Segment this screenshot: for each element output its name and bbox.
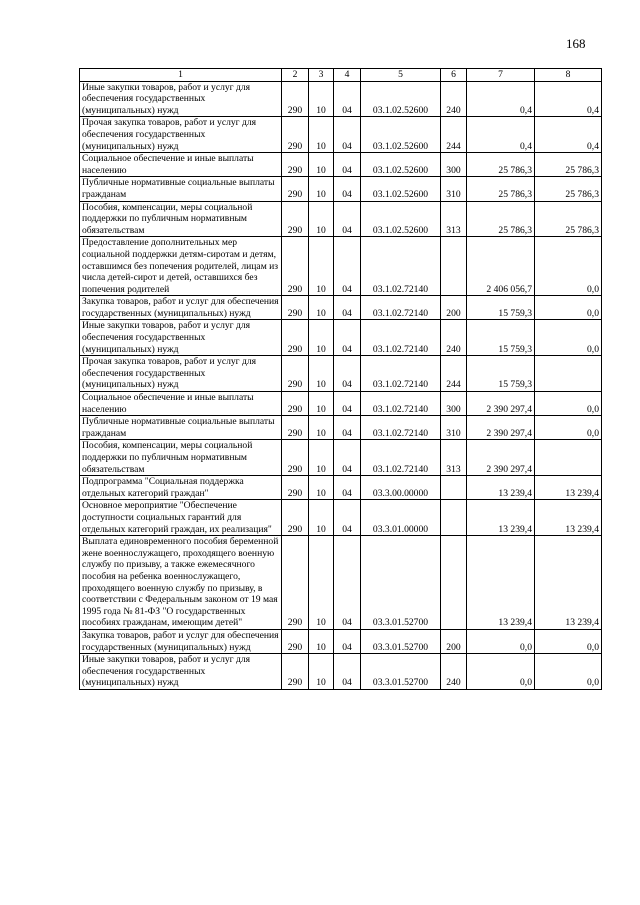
table-row <box>80 177 602 201</box>
section-code-cell: 10 <box>309 440 334 476</box>
section-code-cell: 10 <box>309 296 334 320</box>
target-article-cell: 03.1.02.72140 <box>361 296 441 320</box>
column-number: 1 <box>80 69 282 82</box>
row-name-cell: Прочая закупка товаров, работ и услуг для обеспечения государственных (муниципальных) нужд <box>80 356 282 392</box>
table-row <box>80 500 602 536</box>
table-row <box>80 296 602 320</box>
row-name-cell: Иные закупки товаров, работ и услуг для обеспечения государственных (муниципальных) нужд <box>80 654 282 690</box>
subsection-code-cell: 04 <box>334 629 361 653</box>
subsection-code-cell: 04 <box>334 440 361 476</box>
amount-2-cell: 0,0 <box>535 654 602 690</box>
expense-type-cell: 240 <box>441 320 467 356</box>
row-name-cell: Пособия, компенсации, меры социальной поддержки по публичным нормативным обязательствам <box>80 440 282 476</box>
target-article-cell: 03.3.01.52700 <box>361 536 441 630</box>
ved-code-cell: 290 <box>282 81 309 117</box>
section-code-cell: 10 <box>309 201 334 237</box>
subsection-code-cell: 04 <box>334 320 361 356</box>
target-article-cell: 03.1.02.52600 <box>361 153 441 177</box>
amount-2-cell: 25 786,3 <box>535 153 602 177</box>
amount-1-cell: 0,0 <box>467 629 535 653</box>
section-code-cell: 10 <box>309 177 334 201</box>
expense-type-cell: 244 <box>441 356 467 392</box>
expense-type-cell: 313 <box>441 440 467 476</box>
ved-code-cell: 290 <box>282 296 309 320</box>
amount-2-cell: 0,0 <box>535 237 602 296</box>
target-article-cell: 03.1.02.72140 <box>361 416 441 440</box>
ved-code-cell: 290 <box>282 654 309 690</box>
subsection-code-cell: 04 <box>334 153 361 177</box>
ved-code-cell: 290 <box>282 440 309 476</box>
column-number: 5 <box>361 69 441 82</box>
amount-1-cell: 13 239,4 <box>467 536 535 630</box>
section-code-cell: 10 <box>309 117 334 153</box>
column-number: 7 <box>467 69 535 82</box>
expense-type-cell <box>441 476 467 500</box>
section-code-cell: 10 <box>309 416 334 440</box>
column-number-row <box>80 69 602 82</box>
row-name-cell: Подпрограмма "Социальная поддержка отдельных категорий граждан" <box>80 476 282 500</box>
section-code-cell: 10 <box>309 500 334 536</box>
subsection-code-cell: 04 <box>334 201 361 237</box>
amount-1-cell: 25 786,3 <box>467 201 535 237</box>
subsection-code-cell: 04 <box>334 654 361 690</box>
ved-code-cell: 290 <box>282 201 309 237</box>
subsection-code-cell: 04 <box>334 416 361 440</box>
ved-code-cell: 290 <box>282 356 309 392</box>
amount-1-cell: 0,4 <box>467 117 535 153</box>
ved-code-cell: 290 <box>282 392 309 416</box>
amount-1-cell: 25 786,3 <box>467 177 535 201</box>
subsection-code-cell: 04 <box>334 392 361 416</box>
amount-2-cell: 13 239,4 <box>535 500 602 536</box>
amount-2-cell <box>535 440 602 476</box>
amount-2-cell: 0,4 <box>535 117 602 153</box>
amount-2-cell: 0,0 <box>535 320 602 356</box>
amount-1-cell: 15 759,3 <box>467 320 535 356</box>
page-number: 168 <box>566 36 586 51</box>
target-article-cell: 03.3.01.52700 <box>361 629 441 653</box>
table-row <box>80 654 602 690</box>
target-article-cell: 03.1.02.72140 <box>361 237 441 296</box>
section-code-cell: 10 <box>309 654 334 690</box>
table-row <box>80 416 602 440</box>
column-number: 8 <box>535 69 602 82</box>
target-article-cell: 03.3.00.00000 <box>361 476 441 500</box>
table-row <box>80 153 602 177</box>
ved-code-cell: 290 <box>282 320 309 356</box>
subsection-code-cell: 04 <box>334 500 361 536</box>
target-article-cell: 03.1.02.52600 <box>361 117 441 153</box>
row-name-cell: Выплата единовременного пособия беременной жене военнослужащего, проходящего военную службу по призыву, а также ежемесячного пособия на ребенка военнослужащего, проходящего военную службу по призыву, в соответствии с Федеральным законом от 19 мая 1995 года № 81-ФЗ "О государственных пособиях гражданам, имеющим детей" <box>80 536 282 630</box>
subsection-code-cell: 04 <box>334 296 361 320</box>
amount-1-cell: 0,4 <box>467 81 535 117</box>
row-name-cell: Основное мероприятие "Обеспечение доступности социальных гарантий для отдельных категорий граждан, их реализация" <box>80 500 282 536</box>
row-name-cell: Социальное обеспечение и иные выплаты населению <box>80 392 282 416</box>
table-row <box>80 237 602 296</box>
expense-type-cell: 244 <box>441 117 467 153</box>
column-number: 4 <box>334 69 361 82</box>
subsection-code-cell: 04 <box>334 117 361 153</box>
expense-type-cell: 200 <box>441 629 467 653</box>
ved-code-cell: 290 <box>282 237 309 296</box>
amount-2-cell: 0,0 <box>535 416 602 440</box>
row-name-cell: Иные закупки товаров, работ и услуг для обеспечения государственных (муниципальных) нужд <box>80 81 282 117</box>
amount-2-cell <box>535 356 602 392</box>
expense-type-cell: 313 <box>441 201 467 237</box>
table-row <box>80 392 602 416</box>
expense-type-cell: 300 <box>441 392 467 416</box>
amount-1-cell: 2 390 297,4 <box>467 392 535 416</box>
amount-2-cell: 25 786,3 <box>535 201 602 237</box>
section-code-cell: 10 <box>309 153 334 177</box>
target-article-cell: 03.3.01.52700 <box>361 654 441 690</box>
target-article-cell: 03.3.01.00000 <box>361 500 441 536</box>
amount-2-cell: 0,4 <box>535 81 602 117</box>
amount-2-cell: 0,0 <box>535 296 602 320</box>
target-article-cell: 03.1.02.72140 <box>361 320 441 356</box>
section-code-cell: 10 <box>309 392 334 416</box>
ved-code-cell: 290 <box>282 476 309 500</box>
budget-table <box>79 68 602 690</box>
section-code-cell: 10 <box>309 356 334 392</box>
table-row <box>80 320 602 356</box>
target-article-cell: 03.1.02.52600 <box>361 81 441 117</box>
table-row <box>80 536 602 630</box>
table-row <box>80 356 602 392</box>
target-article-cell: 03.1.02.72140 <box>361 440 441 476</box>
ved-code-cell: 290 <box>282 177 309 201</box>
row-name-cell: Предоставление дополнительных мер социальной поддержки детям-сиротам и детям, оставшимся без попечения родителей, лицам из числа детей-сирот и детей, оставшихся без попечения родителей <box>80 237 282 296</box>
expense-type-cell: 310 <box>441 416 467 440</box>
expense-type-cell <box>441 536 467 630</box>
amount-1-cell: 0,0 <box>467 654 535 690</box>
ved-code-cell: 290 <box>282 629 309 653</box>
row-name-cell: Пособия, компенсации, меры социальной поддержки по публичным нормативным обязательствам <box>80 201 282 237</box>
amount-2-cell: 25 786,3 <box>535 177 602 201</box>
subsection-code-cell: 04 <box>334 237 361 296</box>
section-code-cell: 10 <box>309 237 334 296</box>
row-name-cell: Закупка товаров, работ и услуг для обеспечения государственных (муниципальных) нужд <box>80 629 282 653</box>
subsection-code-cell: 04 <box>334 536 361 630</box>
subsection-code-cell: 04 <box>334 356 361 392</box>
ved-code-cell: 290 <box>282 536 309 630</box>
amount-1-cell: 2 390 297,4 <box>467 440 535 476</box>
row-name-cell: Прочая закупка товаров, работ и услуг для обеспечения государственных (муниципальных) нужд <box>80 117 282 153</box>
section-code-cell: 10 <box>309 476 334 500</box>
row-name-cell: Закупка товаров, работ и услуг для обеспечения государственных (муниципальных) нужд <box>80 296 282 320</box>
expense-type-cell: 200 <box>441 296 467 320</box>
subsection-code-cell: 04 <box>334 476 361 500</box>
expense-type-cell <box>441 237 467 296</box>
subsection-code-cell: 04 <box>334 177 361 201</box>
expense-type-cell: 300 <box>441 153 467 177</box>
expense-type-cell <box>441 500 467 536</box>
column-number: 2 <box>282 69 309 82</box>
expense-type-cell: 240 <box>441 81 467 117</box>
section-code-cell: 10 <box>309 629 334 653</box>
target-article-cell: 03.1.02.72140 <box>361 356 441 392</box>
ved-code-cell: 290 <box>282 153 309 177</box>
amount-1-cell: 13 239,4 <box>467 500 535 536</box>
ved-code-cell: 290 <box>282 117 309 153</box>
amount-1-cell: 2 390 297,4 <box>467 416 535 440</box>
section-code-cell: 10 <box>309 81 334 117</box>
column-number: 6 <box>441 69 467 82</box>
amount-2-cell: 0,0 <box>535 392 602 416</box>
target-article-cell: 03.1.02.52600 <box>361 177 441 201</box>
row-name-cell: Публичные нормативные социальные выплаты гражданам <box>80 416 282 440</box>
amount-2-cell: 13 239,4 <box>535 536 602 630</box>
target-article-cell: 03.1.02.72140 <box>361 392 441 416</box>
amount-1-cell: 15 759,3 <box>467 296 535 320</box>
table-row <box>80 117 602 153</box>
section-code-cell: 10 <box>309 536 334 630</box>
subsection-code-cell: 04 <box>334 81 361 117</box>
section-code-cell: 10 <box>309 320 334 356</box>
amount-2-cell: 0,0 <box>535 629 602 653</box>
table-body <box>80 81 602 689</box>
table-row <box>80 440 602 476</box>
target-article-cell: 03.1.02.52600 <box>361 201 441 237</box>
amount-2-cell: 13 239,4 <box>535 476 602 500</box>
ved-code-cell: 290 <box>282 416 309 440</box>
table-row <box>80 629 602 653</box>
ved-code-cell: 290 <box>282 500 309 536</box>
expense-type-cell: 310 <box>441 177 467 201</box>
amount-1-cell: 25 786,3 <box>467 153 535 177</box>
row-name-cell: Социальное обеспечение и иные выплаты населению <box>80 153 282 177</box>
table-row <box>80 201 602 237</box>
table-row <box>80 81 602 117</box>
row-name-cell: Публичные нормативные социальные выплаты гражданам <box>80 177 282 201</box>
table-row <box>80 476 602 500</box>
amount-1-cell: 13 239,4 <box>467 476 535 500</box>
amount-1-cell: 15 759,3 <box>467 356 535 392</box>
row-name-cell: Иные закупки товаров, работ и услуг для обеспечения государственных (муниципальных) нужд <box>80 320 282 356</box>
expense-type-cell: 240 <box>441 654 467 690</box>
column-number: 3 <box>309 69 334 82</box>
amount-1-cell: 2 406 056,7 <box>467 237 535 296</box>
